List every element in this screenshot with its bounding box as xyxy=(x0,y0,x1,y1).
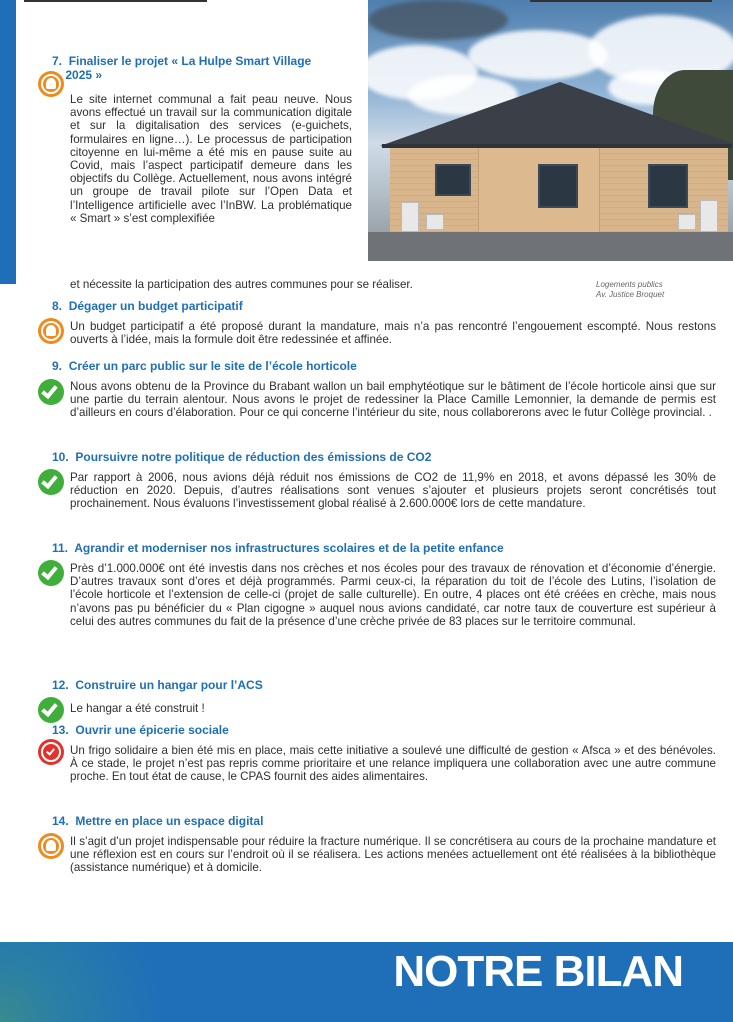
item-title: 8. Dégager un budget participatif xyxy=(52,299,243,313)
item-body: Un budget participatif a été proposé durant la mandature, mais n’a pas rencontré l’engouement escompté. Nous restons ouverts à l’idée, mais la formule doit être redessinée et affinée. xyxy=(70,320,716,347)
clock-icon xyxy=(38,739,64,765)
item-title: 13. Ouvrir une épicerie sociale xyxy=(52,723,229,737)
item-body: Par rapport à 2006, nous avions déjà réduit nos émissions de CO2 de 11,9% en 2018, et avons dépassé les 30% de réduction en 2020. Depuis, d’autres réalisations sont venues s’ajouter et plusieurs projets seront concrétisés tout prochainement. Nous évaluons l’investissement global réalisé à 2.600.000€ lors de cette mandature. xyxy=(70,471,716,511)
photo-caption xyxy=(596,280,716,300)
item-body: Nous avons obtenu de la Province du Brabant wallon un bail emphytéotique sur le bâtiment de l’école horticole ainsi que sur une partie du terrain alentour. Nous avons le projet de redessiner la Place Camille Lemonnier, la demande de permis est d’ailleurs en cours d’élaboration. Pour ce qui concerne l’intérieur du site, nous collaborerons avec le futur Collège provincial. . xyxy=(70,380,716,420)
top-rule xyxy=(24,0,207,2)
top-rule xyxy=(530,0,712,2)
checkmark-icon xyxy=(38,697,64,723)
item-body: Il s’agit d’un projet indispensable pour réduire la fracture numérique. Il se concrétisera au cours de la prochaine mandature et une réflexion est en cours sur l’endroit où il se réalisera. Les actions menées actuellement ont été réalisées à la bibliothèque (assistance numérique) et à domicile. xyxy=(70,835,716,875)
banner-title: NOTRE BILAN xyxy=(393,947,683,996)
worker-icon xyxy=(38,833,64,859)
item-body: Le hangar a été construit ! xyxy=(70,702,205,715)
item-body: Un frigo solidaire a bien été mis en place, mais cette initiative a soulevé une difficulté de gestion « Afsca » et des bénévoles. À ce stade, le projet n’est pas repris comme prioritaire et une relance impliquera une collaboration avec une autre commune proche. En tout état de cause, le CPAS fournit des aides alimentaires. xyxy=(70,744,716,784)
caption-line: Logements publics xyxy=(596,280,663,289)
footer-banner xyxy=(0,942,733,1022)
item-body: et nécessite la participation des autres communes pour se réaliser. xyxy=(70,278,413,291)
checkmark-icon xyxy=(38,469,64,495)
item-body: Le site internet communal a fait peau neuve. Nous avons effectué un travail sur la communication digitale et sur la digitalisation des services (e-guichets, formulaires en ligne…). Le processus de participation citoyenne en lui-même a été mis en pause suite au Covid, mais l’aspect participatif demeure dans les objectifs du Collège. Actuellement, nous avons intégré un groupe de travail pilote sur l’Open Data et l’Intelligence artificielle avec l’InBW. La problématique « Smart » s’est complexifiée xyxy=(70,93,352,225)
item-title: 11. Agrandir et moderniser nos infrastructures scolaires et de la petite enfance xyxy=(52,541,504,555)
item-title: 14. Mettre en place un espace digital xyxy=(52,814,264,828)
item-title: 10. Poursuivre notre politique de réduction des émissions de CO2 xyxy=(52,450,432,464)
checkmark-icon xyxy=(38,379,64,405)
left-accent-bar xyxy=(0,0,16,284)
item-title: 12. Construire un hangar pour l’ACS xyxy=(52,678,263,692)
item-body: Près d’1.000.000€ ont été investis dans nos crèches et nos écoles pour des travaux de rénovation et d’économie d’énergie. D’autres travaux sont d’ores et déjà programmés. Parmi ceux-ci, la réparation du toit de l’école des Lutins, l’isolation de l’école horticole et l’extension de celle-ci (projet de salle culturelle). En outre, 4 places ont été créées en crèche, mais nous n’avons pas pu bénéficier du « Plan cigogne » auquel nous avions candidaté, car notre taux de couverture est supérieur à celui des autres communes du fait de la présence d’une crèche privée de 83 places sur le territoire communal. xyxy=(70,562,716,628)
worker-icon xyxy=(38,318,64,344)
checkmark-icon xyxy=(38,560,64,586)
item-title: 9. Créer un parc public sur le site de l’école horticole xyxy=(52,359,357,373)
item-title: 7. Finaliser le projet « La Hulpe Smart Village 2025 » xyxy=(52,54,312,82)
caption-line: Av. Justice Broquet xyxy=(596,290,665,299)
housing-photo xyxy=(368,0,733,261)
